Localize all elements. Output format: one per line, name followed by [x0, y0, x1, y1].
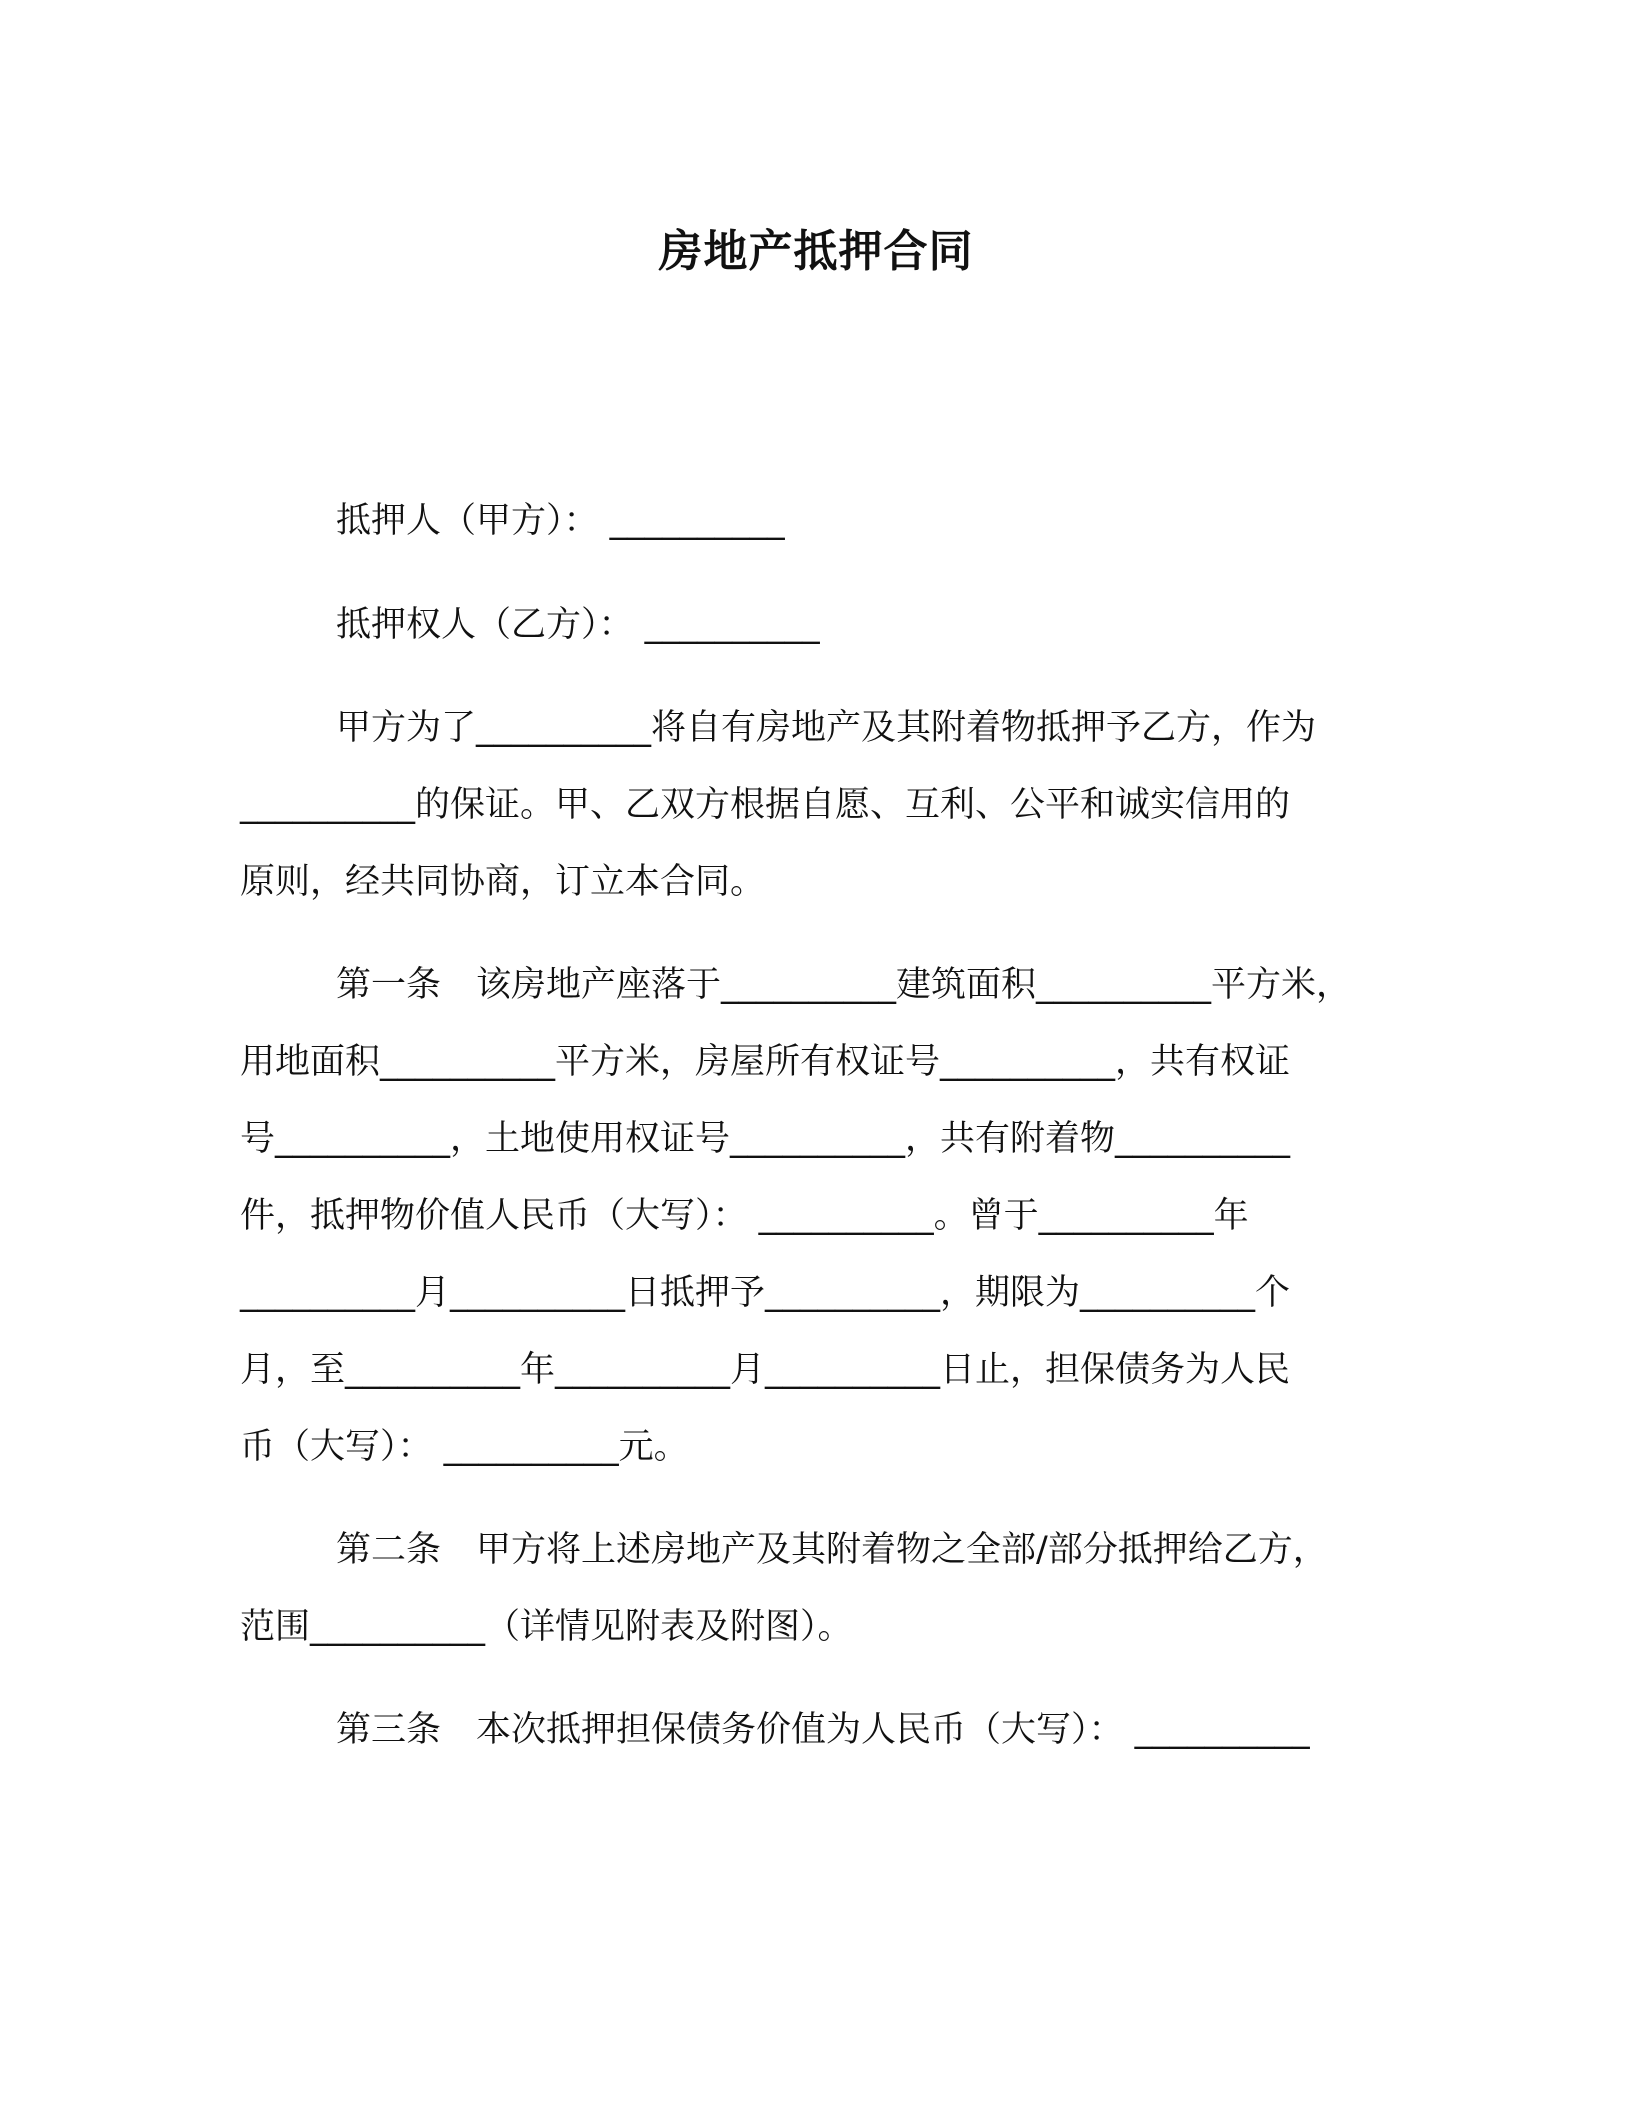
- article-1-line-6: 月，至__________年__________月__________日止，担保债务为人民: [240, 1350, 1291, 1390]
- article-1-line-7: 币（大写）： __________元。: [240, 1427, 689, 1467]
- article-1-line-4: 件，抵押物价值人民币（大写）： __________。曾于__________年: [240, 1196, 1249, 1236]
- preamble-line-3: 原则，经共同协商，订立本合同。: [240, 862, 766, 902]
- article-3-line-1: 第三条 本次抵押担保债务价值为人民币（大写）： __________: [336, 1710, 1310, 1750]
- article-2-line-2: 范围__________（详情见附表及附图）。: [240, 1607, 853, 1647]
- article-1-line-2: 用地面积__________平方米，房屋所有权证号__________，共有权证: [240, 1042, 1291, 1082]
- mortgagee-line: 抵押权人（乙方）： __________: [336, 605, 820, 645]
- preamble-line-1: 甲方为了__________将自有房地产及其附着物抵押予乙方，作为: [336, 708, 1317, 748]
- preamble-line-2: __________的保证。甲、乙双方根据自愿、互利、公平和诚实信用的: [240, 785, 1291, 825]
- article-1-line-5: __________月__________日抵押予__________，期限为__________个: [240, 1273, 1291, 1313]
- article-1-line-1: 第一条 该房地产座落于__________建筑面积__________平方米，: [336, 965, 1352, 1005]
- mortgagor-line: 抵押人（甲方）： __________: [336, 501, 785, 541]
- article-1-line-3: 号__________，土地使用权证号__________，共有附着物__________: [240, 1119, 1291, 1159]
- article-2-line-1: 第二条 甲方将上述房地产及其附着物之全部/部分抵押给乙方，: [336, 1530, 1328, 1570]
- document-title: 房地产抵押合同: [658, 226, 974, 277]
